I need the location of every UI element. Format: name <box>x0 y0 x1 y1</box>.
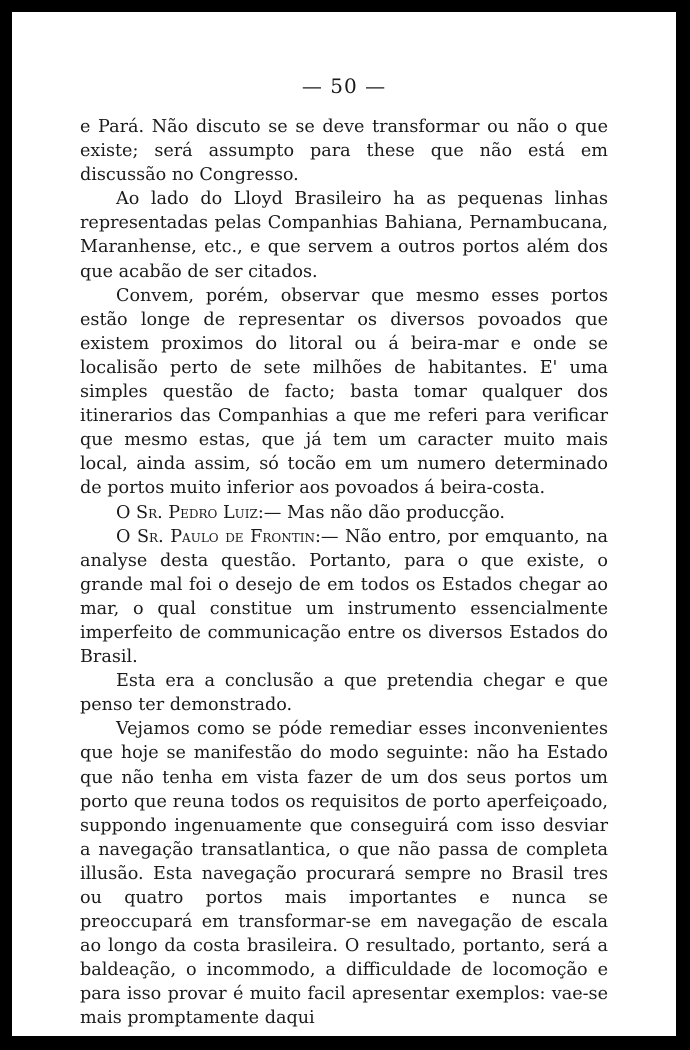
paragraph: Esta era a conclusão a que pretendia chegar e que penso ter demonstrado. <box>80 671 608 716</box>
speaker-name: O Sr. Paulo de Frontin: <box>116 526 321 547</box>
book-page <box>12 12 676 1036</box>
speech-text: — Mas não dão producção. <box>263 502 505 523</box>
speech-text: — Não entro, por emquanto, na analyse desta questão. Portanto, para o que existe, o grande mal foi o desejo de em todos os Estados chegar ao mar, o qual constitue um instrumento essencialmente imperfeito de communicação entre os diversos Estados do Brasil. <box>80 526 608 668</box>
speaker-name: O Sr. Pedro Luiz: <box>116 502 264 523</box>
page-number: — 50 — <box>301 74 387 98</box>
page-text <box>80 115 608 1031</box>
paragraph: e Pará. Não discuto se se deve transformar ou não o que existe; será assumpto para these que não está em discussão no Congresso. <box>80 117 608 186</box>
speech-paragraph <box>80 501 608 525</box>
speech-paragraph <box>80 525 608 670</box>
paragraph: Ao lado do Lloyd Brasileiro ha as pequenas linhas representadas pelas Companhias Bahiana, Pernambucana, Maranhense, etc., e que servem a outros portos além dos que acabão de ser citados. <box>80 189 608 282</box>
paragraph: Convem, porém, observar que mesmo esses portos estão longe de representar os diversos povoados que existem proximos do litoral ou á beira-mar e onde se localisão perto de sete milhões de habitantes. E' uma simples questão de facto; basta tomar qualquer dos itinerarios das Companhias a que me referi para verificar que mesmo estas, que já tem um caracter muito mais local, ainda assim, só tocão em um numero determinado de portos muito inferior aos povoados á beira-costa. <box>80 285 608 499</box>
paragraph: Vejamos como se póde remediar esses inconvenientes que hoje se manifestão do modo seguinte: não ha Estado que não tenha em vista fazer de um dos seus portos um porto que reuna todos os requisitos de porto aperfeiçoado, suppondo ingenuamente que conseguirá com isso desviar a navegação transatlantica, o que não passa de completa illusão. Esta navegação procurará sempre no Brasil tres ou quatro portos mais importantes e nunca se preoccupará em transformar-se em navegação de escala ao longo da costa brasileira. O resultado, portanto, será a baldeação, o incommodo, a difficuldade de locomoção e para isso provar é muito facil apresentar exemplos: vae-se mais promptamente daqui <box>80 719 608 1029</box>
